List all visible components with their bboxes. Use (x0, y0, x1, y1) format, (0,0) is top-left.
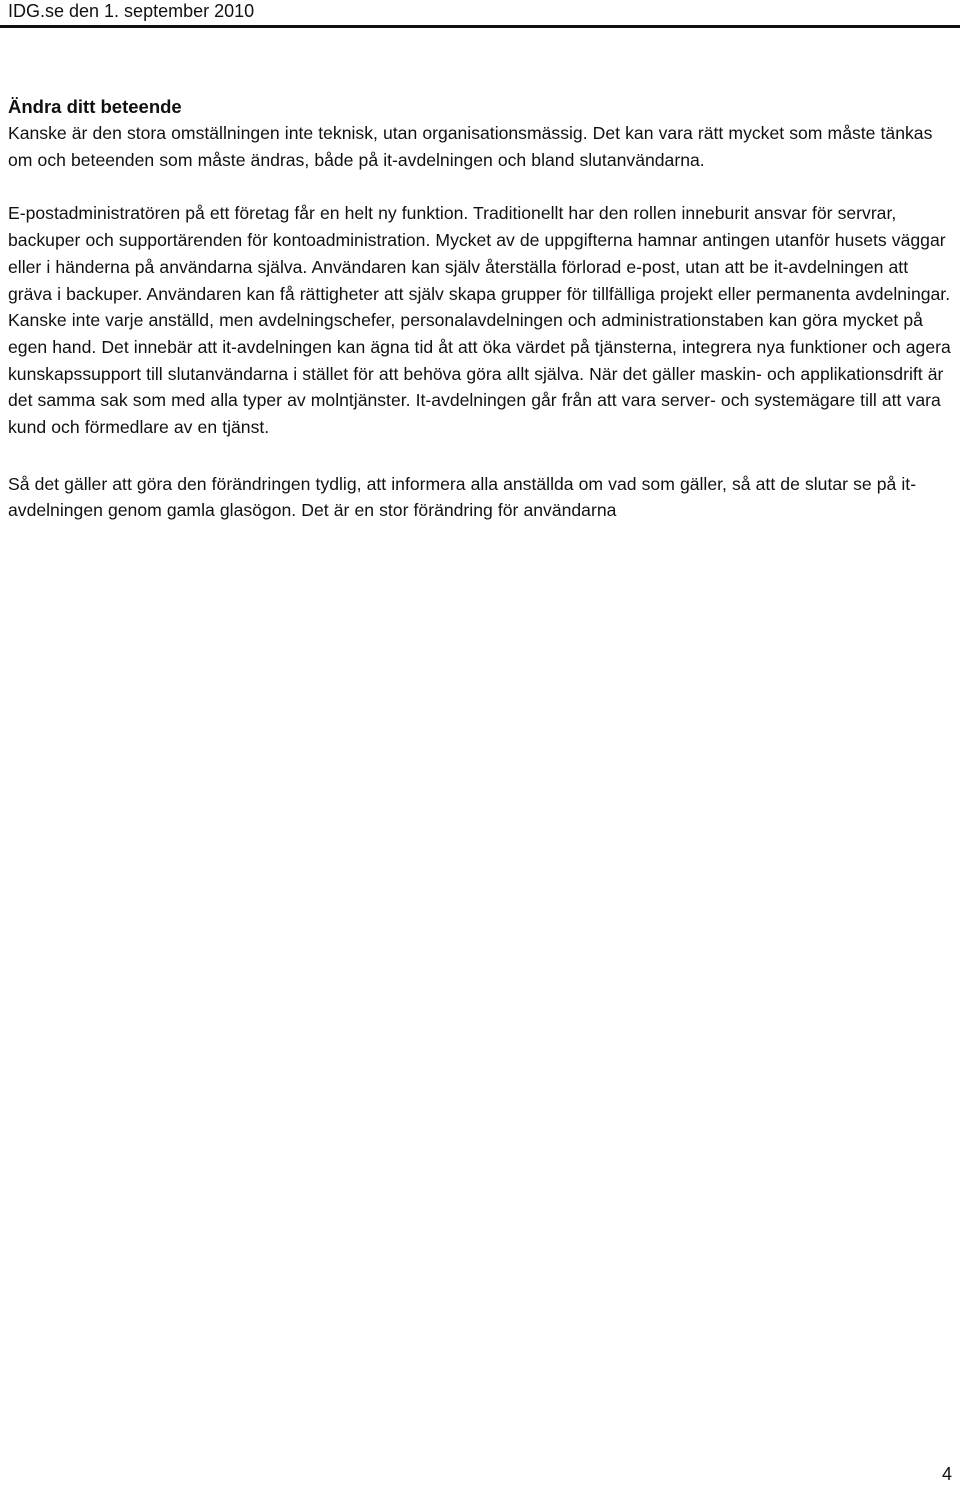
paragraph-closing: Så det gäller att göra den förändringen tydlig, att informera alla anställda om vad som gäller, så att de slutar se på it-avdelningen genom gamla glasögon. Det är en stor förändring för användarna (8, 473, 917, 521)
paragraph-spacer (8, 173, 954, 200)
paragraph-main: E-postadministratören på ett företag får en helt ny funktion. Traditionellt har den rollen inneburit ansvar för servrar, backuper och supportärenden för kontoadministration. Mycket av de uppgifterna hamnar antingen utanför husets väggar eller i händerna på användarna själva. Användaren kan själv återställa förlorad e-post, utan att be it-avdelningen att gräva i backuper. Användaren kan få rättigheter att själv skapa grupper för tillfälliga projekt eller permanenta avdelningar. Kanske inte varje anställd, men avdelningschefer, personalavdelningen och administrationstaben kan göra mycket på egen hand. Det innebär att it-avdelningen kan ägna tid åt att öka värdet på tjänsterna, integrera nya funktioner och agera kunskapssupport till slutanvändarna i stället för att behöva göra allt själva. När det gäller maskin- och applikationsdrift är det samma sak som med alla typer av molntjänster. It-avdelningen går från att vara server- och systemägare till att vara kund och förmedlare av en tjänst. (8, 203, 951, 438)
running-header: IDG.se den 1. september 2010 (8, 1, 255, 21)
header-rule (0, 25, 960, 28)
article-body (8, 93, 954, 524)
paragraph-spacer (8, 441, 954, 471)
paragraph-intro: Kanske är den stora omställningen inte teknisk, utan organisationsmässig. Det kan vara rätt mycket som måste tänkas om och beteenden som måste ändras, både på it-avdelningen och bland slutanvändarna. (8, 123, 933, 170)
page-number: 4 (941, 1464, 952, 1484)
section-heading: Ändra ditt beteende (8, 96, 182, 117)
